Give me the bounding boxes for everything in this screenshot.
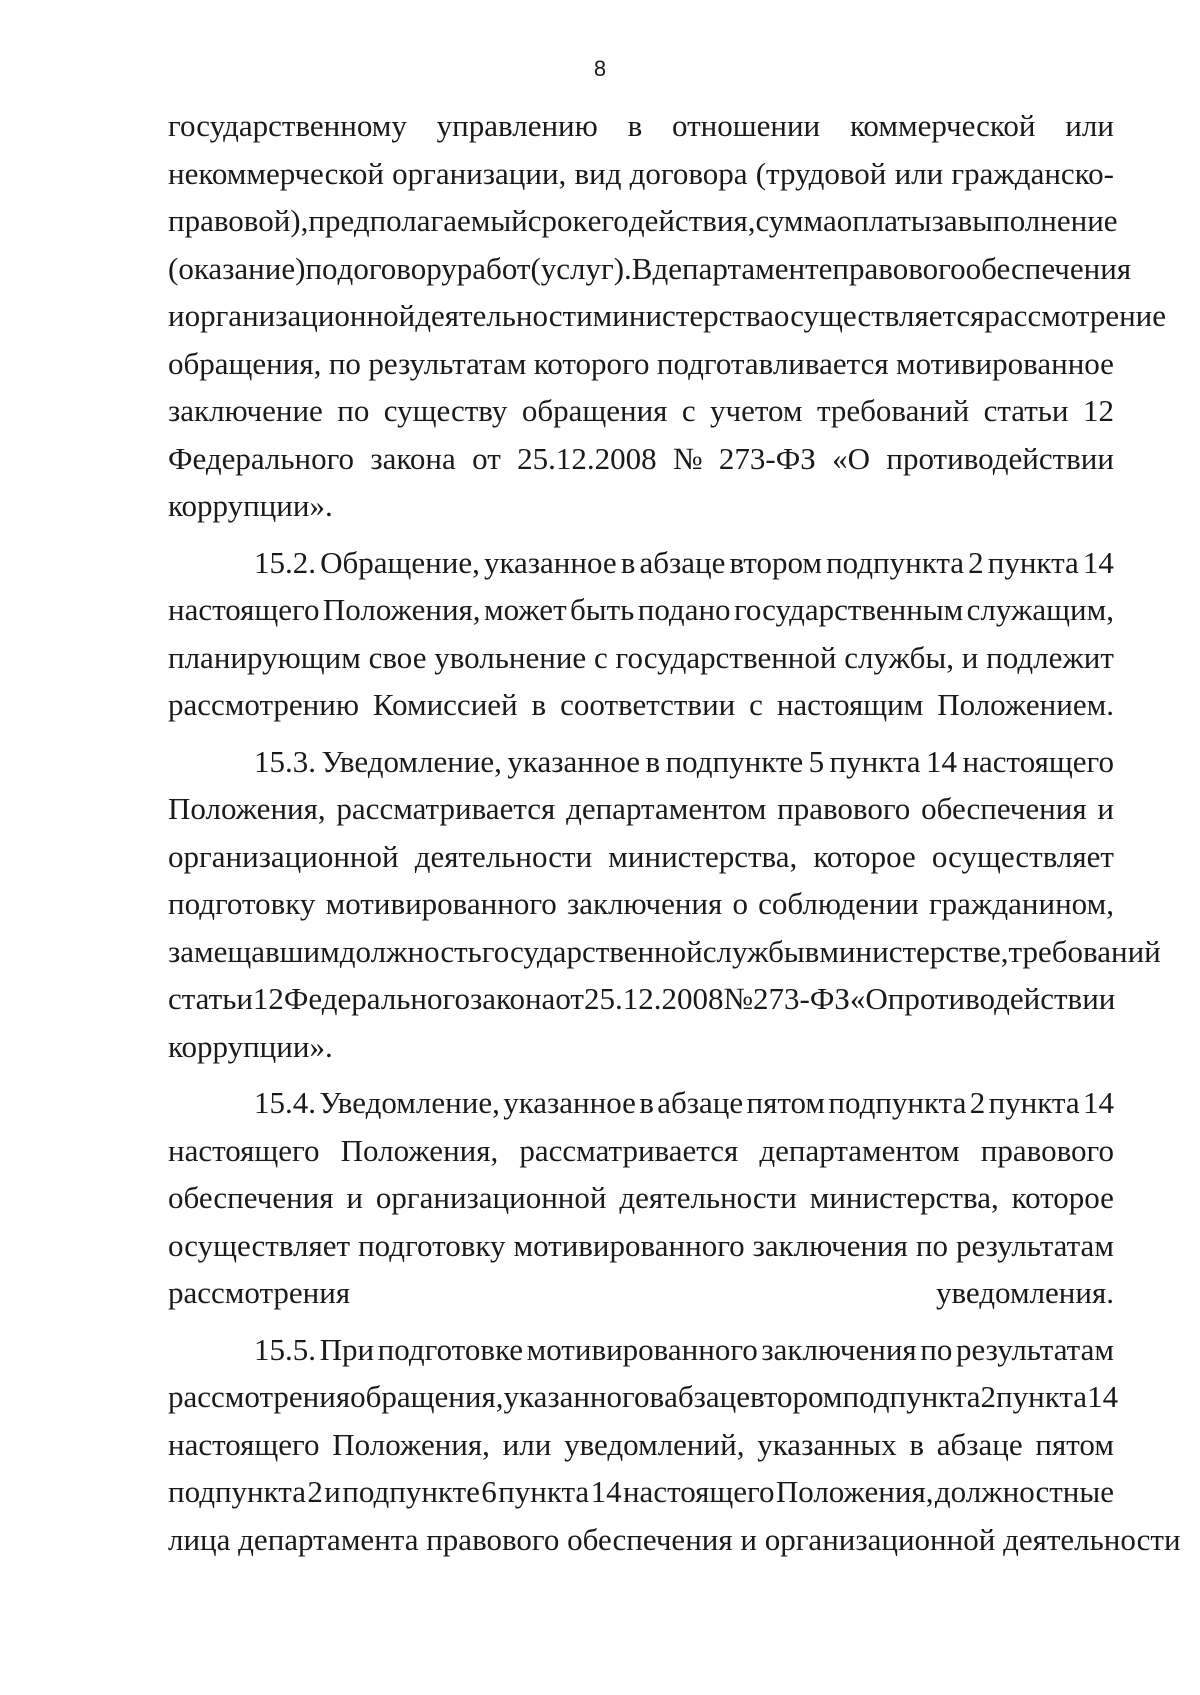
word: и: [346, 1180, 363, 1215]
word: обеспечения: [965, 250, 1132, 286]
paragraph-p4: [168, 1079, 1114, 1317]
word: настоящего: [622, 1474, 775, 1509]
text-line: [168, 785, 1114, 833]
word: 2: [969, 1085, 986, 1120]
text-line: [168, 586, 1114, 634]
word: 6: [481, 1474, 497, 1509]
word: пункта: [987, 544, 1079, 580]
word: (оказание): [168, 250, 306, 286]
word: с: [593, 639, 608, 675]
word: абзаце: [657, 1085, 744, 1120]
word: мотивированное: [896, 345, 1114, 381]
word: министерства: [592, 298, 774, 333]
word: департаменте: [652, 250, 833, 286]
word: Федерального: [283, 981, 470, 1016]
text-line: [168, 738, 1114, 786]
text-line: [168, 880, 1114, 928]
word: по: [915, 1227, 948, 1263]
word: 2: [307, 1474, 323, 1509]
word: 12: [252, 981, 284, 1016]
word: организационной: [184, 298, 416, 333]
word: свое: [368, 639, 427, 675]
word: результатам: [368, 345, 527, 381]
word: 25.12.2008: [517, 440, 657, 476]
word: закона: [469, 981, 556, 1016]
word: государственным: [733, 592, 964, 627]
word: противодействии: [886, 440, 1114, 476]
word: которое: [1011, 1180, 1114, 1215]
word: существу: [383, 393, 508, 428]
word: быть: [570, 592, 635, 627]
word: 15.5.: [254, 1331, 316, 1367]
text-line: [168, 1468, 1114, 1516]
word: организационной: [168, 838, 399, 874]
text-line: [168, 928, 1161, 976]
word: уведомлений,: [564, 1426, 745, 1462]
word: рассматривается: [519, 1132, 739, 1168]
word: подготовке: [377, 1331, 523, 1367]
word: оплаты: [836, 203, 932, 238]
text-line: [168, 435, 1114, 483]
word: заключения: [752, 1227, 908, 1263]
word: мотивированного: [325, 886, 557, 921]
word: подано: [637, 592, 731, 627]
word: договору: [337, 250, 457, 286]
word: подлежит: [986, 639, 1114, 675]
word: 15.3.: [254, 743, 316, 779]
word: предполагаемый: [308, 203, 528, 238]
word: организационной: [375, 1180, 607, 1215]
text-line: [168, 833, 1114, 881]
word: пункта: [498, 1474, 590, 1509]
word: государственному: [168, 108, 407, 143]
word: результатам: [955, 1227, 1114, 1263]
word: настоящего: [962, 743, 1114, 779]
word: мотивированного: [526, 1331, 758, 1367]
word: При: [319, 1331, 375, 1367]
word: и: [1097, 791, 1114, 826]
paragraph-p3: [168, 738, 1161, 1071]
word: правовой),: [168, 203, 309, 238]
word: в: [804, 933, 820, 969]
word: деятельности: [414, 838, 593, 874]
word: настоящего: [168, 1426, 320, 1462]
text-line: [168, 292, 1167, 340]
word: по: [328, 345, 361, 381]
text-line: [168, 340, 1114, 388]
word: (трудовой: [755, 155, 887, 191]
word: рассмотрения: [168, 1379, 351, 1414]
word: 15.4.: [254, 1085, 316, 1120]
word: В: [631, 250, 653, 286]
word: осуществляет: [168, 1227, 351, 1263]
paragraph-p1: [168, 102, 1167, 530]
word: рассмотрение: [984, 298, 1167, 333]
word: 5: [808, 743, 825, 779]
word: служащим,: [966, 592, 1114, 627]
word: указанных: [757, 1426, 897, 1462]
text-line: [168, 387, 1114, 435]
word: государственной: [481, 933, 703, 969]
word: службы,: [844, 639, 954, 675]
word: Положения,: [332, 1426, 490, 1462]
word: 2008: [661, 981, 724, 1016]
text-line: коррупции».: [168, 1028, 333, 1064]
word: указанное: [483, 544, 617, 580]
word: абзаце: [664, 1379, 750, 1414]
word: соблюдении: [758, 886, 919, 921]
word: по: [305, 250, 338, 286]
word: осуществляется: [773, 298, 985, 333]
word: рассматривается: [336, 791, 556, 826]
word: вид: [574, 155, 622, 191]
word: в: [620, 544, 636, 580]
word: указанного: [503, 1379, 650, 1414]
word: по: [920, 1331, 953, 1367]
word: №: [672, 440, 703, 476]
word: абзаце: [936, 1426, 1023, 1462]
text-line: [168, 1174, 1114, 1222]
word: подпункта: [828, 1085, 967, 1120]
word: и: [324, 1474, 341, 1509]
word: 273-ФЗ: [753, 981, 850, 1016]
word: 2: [980, 1379, 997, 1414]
word: о: [732, 886, 748, 921]
word: гражданско-: [951, 155, 1114, 191]
word: некоммерческой: [168, 155, 384, 191]
word: 14: [1082, 1085, 1114, 1120]
paragraph-p2: [168, 539, 1114, 729]
word: втором: [729, 544, 822, 580]
word: которого: [533, 345, 650, 381]
word: подпункта: [842, 1379, 981, 1414]
word: (услуг).: [530, 250, 632, 286]
word: Положения,: [775, 1474, 934, 1509]
word: 2: [968, 544, 984, 580]
text-line: [168, 634, 1114, 682]
word: обращения,: [350, 1379, 504, 1414]
word: действия,: [628, 203, 756, 238]
word: в: [627, 108, 643, 143]
word: заключения: [761, 1331, 917, 1367]
text-line: [168, 1373, 1119, 1421]
word: пункта: [829, 743, 921, 779]
word: пункта: [988, 1085, 1080, 1120]
word: или: [1065, 108, 1114, 143]
word: абзаце: [639, 544, 726, 580]
word: подготовку: [168, 886, 316, 921]
document-body: [168, 102, 1181, 1572]
word: которое: [813, 838, 916, 874]
word: закона: [370, 440, 456, 476]
word: в: [649, 1379, 665, 1414]
word: Положения,: [322, 592, 481, 627]
word: 14: [590, 1474, 622, 1509]
text-line: [168, 150, 1114, 198]
word: указанное: [503, 1085, 636, 1120]
word: втором: [750, 1379, 843, 1414]
word: выполнение: [957, 203, 1118, 238]
text-line: [168, 1326, 1114, 1374]
word: 25.12.: [583, 981, 662, 1016]
text-line: [168, 1127, 1114, 1175]
word: и: [961, 639, 979, 675]
word: учетом: [710, 393, 803, 428]
word: в: [909, 1426, 924, 1462]
word: пятом: [746, 1085, 826, 1120]
word: департаментом: [759, 1132, 960, 1168]
text-line: рассмотрению Комиссией в соответствии с настоящим Положением.: [168, 687, 1114, 722]
word: за: [931, 203, 958, 238]
word: мотивированного: [513, 1227, 745, 1263]
word: 15.2.: [254, 544, 316, 580]
word: статьи: [168, 981, 253, 1016]
word: требований: [1008, 933, 1161, 969]
word: отношении: [672, 108, 821, 143]
word: правового: [777, 791, 911, 826]
word: статьи: [983, 393, 1069, 428]
word: заключения: [566, 886, 723, 921]
word: Уведомление,: [319, 1085, 500, 1120]
word: с: [681, 393, 696, 428]
word: гражданином,: [928, 886, 1114, 921]
word: по: [337, 393, 370, 428]
word: планирующим: [168, 639, 361, 675]
word: подпункте: [342, 1474, 480, 1509]
word: в: [639, 1085, 654, 1120]
word: его: [587, 203, 629, 238]
text-line: [168, 1222, 1114, 1270]
word: государственной: [615, 639, 837, 675]
word: департаментом: [566, 791, 767, 826]
word: управлению: [436, 108, 598, 143]
word: пятом: [1035, 1426, 1114, 1462]
word: настоящего: [168, 592, 320, 627]
text-line: рассмотрения уведомления.: [168, 1275, 1114, 1310]
word: правового: [832, 250, 966, 286]
text-line: [168, 975, 1114, 1023]
word: должность: [339, 933, 482, 969]
word: правового: [980, 1132, 1114, 1168]
word: 12: [1082, 393, 1114, 428]
text-line: [168, 539, 1114, 587]
word: подпункта: [826, 544, 965, 580]
word: должностные: [934, 1474, 1114, 1509]
word: осуществляет: [931, 838, 1114, 874]
word: от: [555, 981, 584, 1016]
word: настоящего: [168, 1132, 320, 1168]
word: Обращение,: [320, 544, 480, 580]
word: и: [168, 298, 185, 333]
word: обращения: [521, 393, 668, 428]
word: 273-ФЗ: [718, 440, 816, 476]
word: увольнение: [434, 639, 587, 675]
word: требований: [816, 393, 970, 428]
text-line: [168, 1079, 1114, 1127]
word: срок: [527, 203, 588, 238]
word: №: [723, 981, 754, 1016]
word: в: [645, 743, 661, 779]
word: противодействии: [887, 981, 1116, 1016]
word: министерства,: [809, 1180, 999, 1215]
word: подготовку: [358, 1227, 506, 1263]
word: пункта: [996, 1379, 1088, 1414]
text-line: коррупции».: [168, 488, 333, 523]
word: организации,: [392, 155, 567, 191]
word: Положения,: [168, 791, 326, 826]
word: или: [894, 155, 944, 191]
word: замещавшим: [168, 933, 340, 969]
word: Уведомление,: [321, 743, 502, 779]
word: от: [472, 440, 501, 476]
page-number: 8: [593, 56, 607, 81]
word: 14: [926, 743, 958, 779]
word: работ: [456, 250, 531, 286]
word: деятельности: [415, 298, 593, 333]
word: «О: [849, 981, 888, 1016]
word: Федерального: [168, 440, 355, 476]
word: обеспечения: [168, 1180, 334, 1215]
text-line: лица департамента правового обеспечения и организационной деятельности: [168, 1521, 1181, 1557]
word: «О: [832, 440, 871, 476]
word: обращения,: [168, 345, 322, 381]
word: может: [483, 592, 567, 627]
word: 14: [1087, 1379, 1119, 1414]
word: сумма: [755, 203, 837, 238]
word: службы: [702, 933, 805, 969]
word: договора: [629, 155, 748, 191]
word: министерства,: [608, 838, 798, 874]
word: подпункта: [168, 1474, 306, 1509]
word: указанное: [507, 743, 641, 779]
word: или: [502, 1426, 552, 1462]
paragraph-p5: [168, 1326, 1181, 1564]
word: коммерческой: [849, 108, 1036, 143]
word: подпункте: [665, 743, 804, 779]
word: подготавливается: [656, 345, 889, 381]
word: обеспечения: [921, 791, 1087, 826]
word: Положения,: [340, 1132, 499, 1168]
word: заключение: [168, 393, 323, 428]
word: министерстве,: [819, 933, 1009, 969]
word: результатам: [955, 1331, 1114, 1367]
text-line: [168, 245, 1132, 293]
word: деятельности: [619, 1180, 797, 1215]
text-line: [168, 197, 1118, 245]
word: 14: [1082, 544, 1114, 580]
text-line: [168, 102, 1114, 150]
text-line: [168, 1421, 1114, 1469]
